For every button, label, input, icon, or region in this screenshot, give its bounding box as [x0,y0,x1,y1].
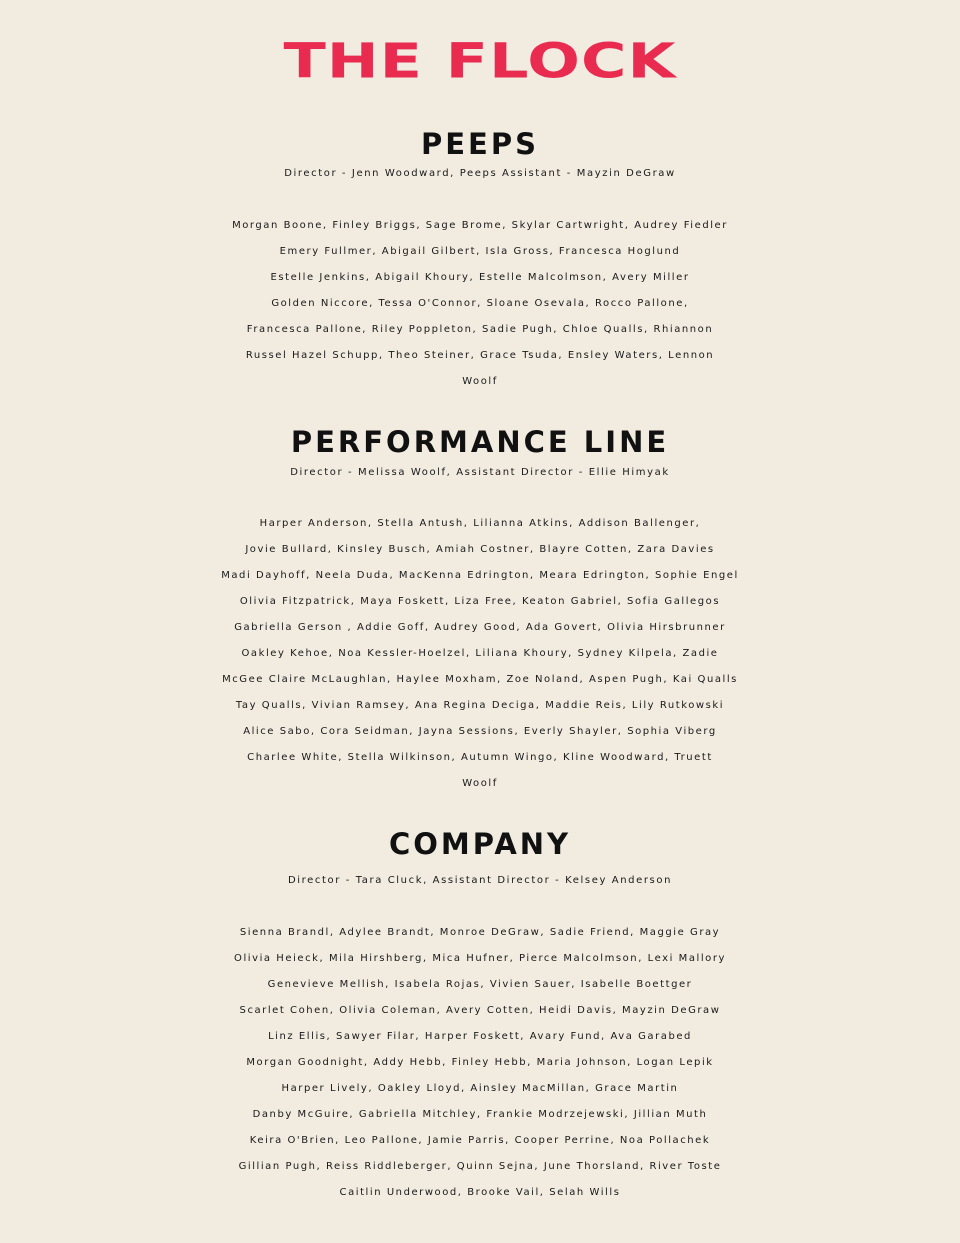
roster-performance-line [0,511,960,797]
roster-line: Gillian Pugh, Reiss Riddleberger, Quinn Sejna, June Thorsland, River Toste [238,1161,722,1172]
roster-line: Estelle Jenkins, Abigail Khoury, Estelle Malcolmson, Avery Miller [270,272,690,283]
roster-line: Harper Anderson, Stella Antush, Lilianna Atkins, Addison Ballenger, [259,518,701,529]
roster-line: Olivia Fitzpatrick, Maya Foskett, Liza Free, Keaton Gabriel, Sofia Gallegos [239,596,721,607]
roster-line: Danby McGuire, Gabriella Mitchley, Frankie Modrzejewski, Jillian Muth [252,1109,708,1120]
roster-line: Harper Lively, Oakley Lloyd, Ainsley MacMillan, Grace Martin [281,1083,679,1094]
roster-line: Madi Dayhoff, Neela Duda, MacKenna Edrington, Meara Edrington, Sophie Engel [221,570,739,581]
section-heading-performance-line: PERFORMANCE LINE [290,425,670,459]
roster-line: Caitlin Underwood, Brooke Vail, Selah Wills [339,1187,621,1198]
roster-company [0,920,960,1206]
director-line-performance-line: Director - Melissa Woolf, Assistant Director - Ellie Himyak [290,467,670,478]
director-line-peeps: Director - Jenn Woodward, Peeps Assistant - Mayzin DeGraw [284,168,676,179]
roster-line: Sienna Brandl, Adylee Brandt, Monroe DeGraw, Sadie Friend, Maggie Gray [239,927,721,938]
roster-line: Charlee White, Stella Wilkinson, Autumn Wingo, Kline Woodward, Truett [247,752,713,763]
roster-line: Gabriella Gerson , Addie Goff, Audrey Good, Ada Govert, Olivia Hirsbrunner [234,622,726,633]
poster-title: THE FLOCK [283,32,677,90]
roster-line: Morgan Boone, Finley Briggs, Sage Brome, Skylar Cartwright, Audrey Fiedler [232,220,728,231]
roster-line: McGee Claire McLaughlan, Haylee Moxham, Zoe Noland, Aspen Pugh, Kai Qualls [222,674,738,685]
roster-line: Jovie Bullard, Kinsley Busch, Amiah Costner, Blayre Cotten, Zara Davies [245,544,715,555]
roster-line: Oakley Kehoe, Noa Kessler-Hoelzel, Liliana Khoury, Sydney Kilpela, Zadie [241,648,719,659]
section-heading-peeps: PEEPS [420,127,539,161]
roster-line: Scarlet Cohen, Olivia Coleman, Avery Cotten, Heidi Davis, Mayzin DeGraw [239,1005,721,1016]
roster-line: Genevieve Mellish, Isabela Rojas, Vivien Sauer, Isabelle Boettger [267,979,693,990]
section-heading-company: COMPANY [388,827,572,861]
roster-line: Emery Fullmer, Abigail Gilbert, Isla Gross, Francesca Hoglund [279,246,681,257]
roster-line: Francesca Pallone, Riley Poppleton, Sadie Pugh, Chloe Qualls, Rhiannon [246,324,714,335]
roster-line: Morgan Goodnight, Addy Hebb, Finley Hebb, Maria Johnson, Logan Lepik [246,1057,714,1068]
roster-line: Russel Hazel Schupp, Theo Steiner, Grace Tsuda, Ensley Waters, Lennon [245,350,715,361]
roster-line: Woolf [462,376,498,387]
director-line-company: Director - Tara Cluck, Assistant Director - Kelsey Anderson [287,875,673,886]
roster-line: Tay Qualls, Vivian Ramsey, Ana Regina Deciga, Maddie Reis, Lily Rutkowski [235,700,725,711]
roster-line: Keira O'Brien, Leo Pallone, Jamie Parris, Cooper Perrine, Noa Pollachek [249,1135,711,1146]
roster-line: Golden Niccore, Tessa O'Connor, Sloane Osevala, Rocco Pallone, [271,298,689,309]
roster-line: Alice Sabo, Cora Seidman, Jayna Sessions, Everly Shayler, Sophia Viberg [243,726,717,737]
roster-line: Woolf [462,778,498,789]
roster-peeps [0,213,960,395]
roster-line: Linz Ellis, Sawyer Filar, Harper Foskett, Avary Fund, Ava Garabed [268,1031,692,1042]
roster-line: Olivia Heieck, Mila Hirshberg, Mica Hufner, Pierce Malcolmson, Lexi Mallory [234,953,726,964]
